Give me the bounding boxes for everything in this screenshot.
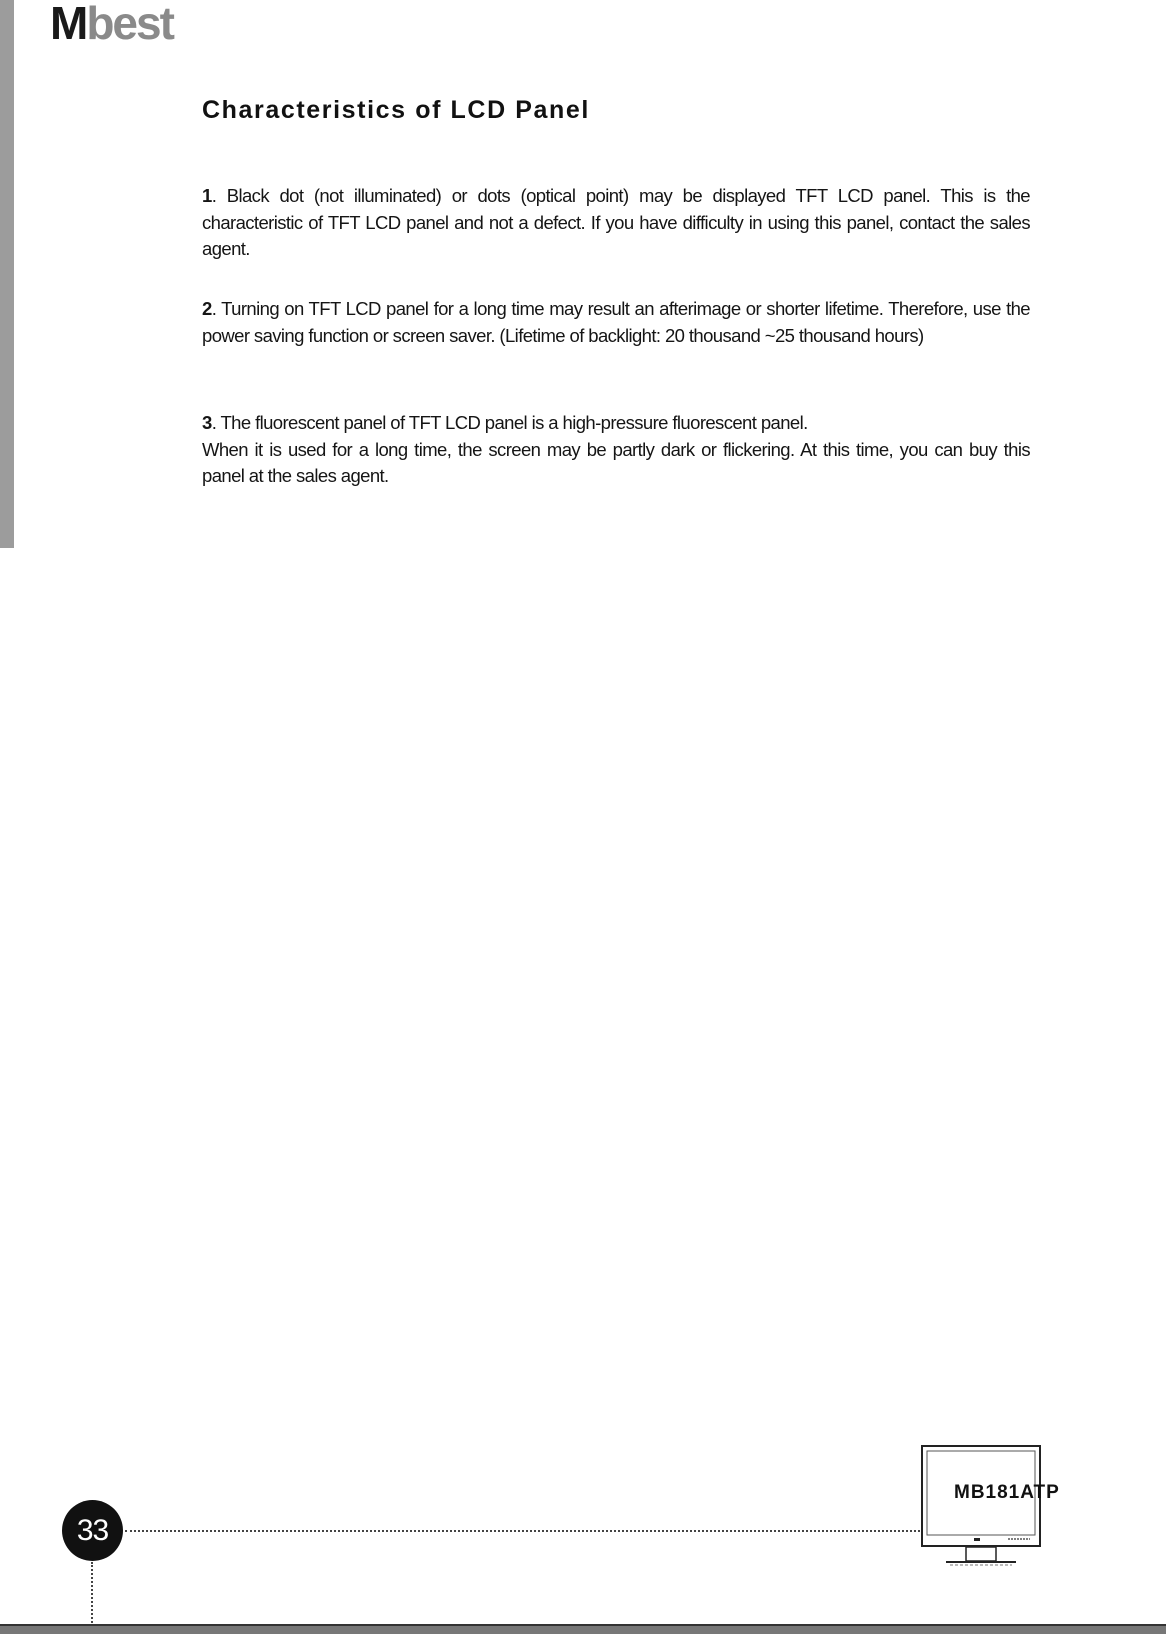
- footer-dotted-line: [125, 1530, 920, 1532]
- page-number-badge: [62, 1500, 123, 1561]
- page-title: Characteristics of LCD Panel: [202, 96, 590, 124]
- brand-logo: [50, 0, 173, 49]
- item-1: [202, 183, 1030, 263]
- item-number: 1: [202, 185, 212, 206]
- page-number: 33: [76, 1513, 109, 1547]
- side-strip: [0, 0, 14, 548]
- item-text-continued: When it is used for a long time, the screen may be partly dark or flickering. At this time, you can buy this panel at the sales agent.: [202, 438, 1030, 486]
- model-name: MB181ATP: [954, 1482, 1060, 1503]
- item-number: 2: [202, 298, 212, 319]
- item-number: 3: [202, 412, 212, 433]
- item-2: [202, 296, 1030, 349]
- logo-first-letter: M: [50, 0, 87, 49]
- item-3: [202, 410, 1030, 490]
- bottom-bar: [0, 1624, 1166, 1634]
- item-text: . Turning on TFT LCD panel for a long time may result an afterimage or shorter lifetime. Therefore, use the power saving function or screen saver. (Lifetime of backlight: 20 thousand ~25 thousand hours): [202, 298, 1030, 346]
- logo-rest: best: [86, 0, 173, 49]
- lcd-monitor-icon: [920, 1444, 1042, 1568]
- item-text: . Black dot (not illuminated) or dots (optical point) may be displayed TFT LCD panel. This is the characteristic of TFT LCD panel and not a defect. If you have difficulty in using this panel, contact the sales agent.: [202, 185, 1030, 259]
- item-text: . The fluorescent panel of TFT LCD panel is a high-pressure fluorescent panel.: [211, 412, 808, 433]
